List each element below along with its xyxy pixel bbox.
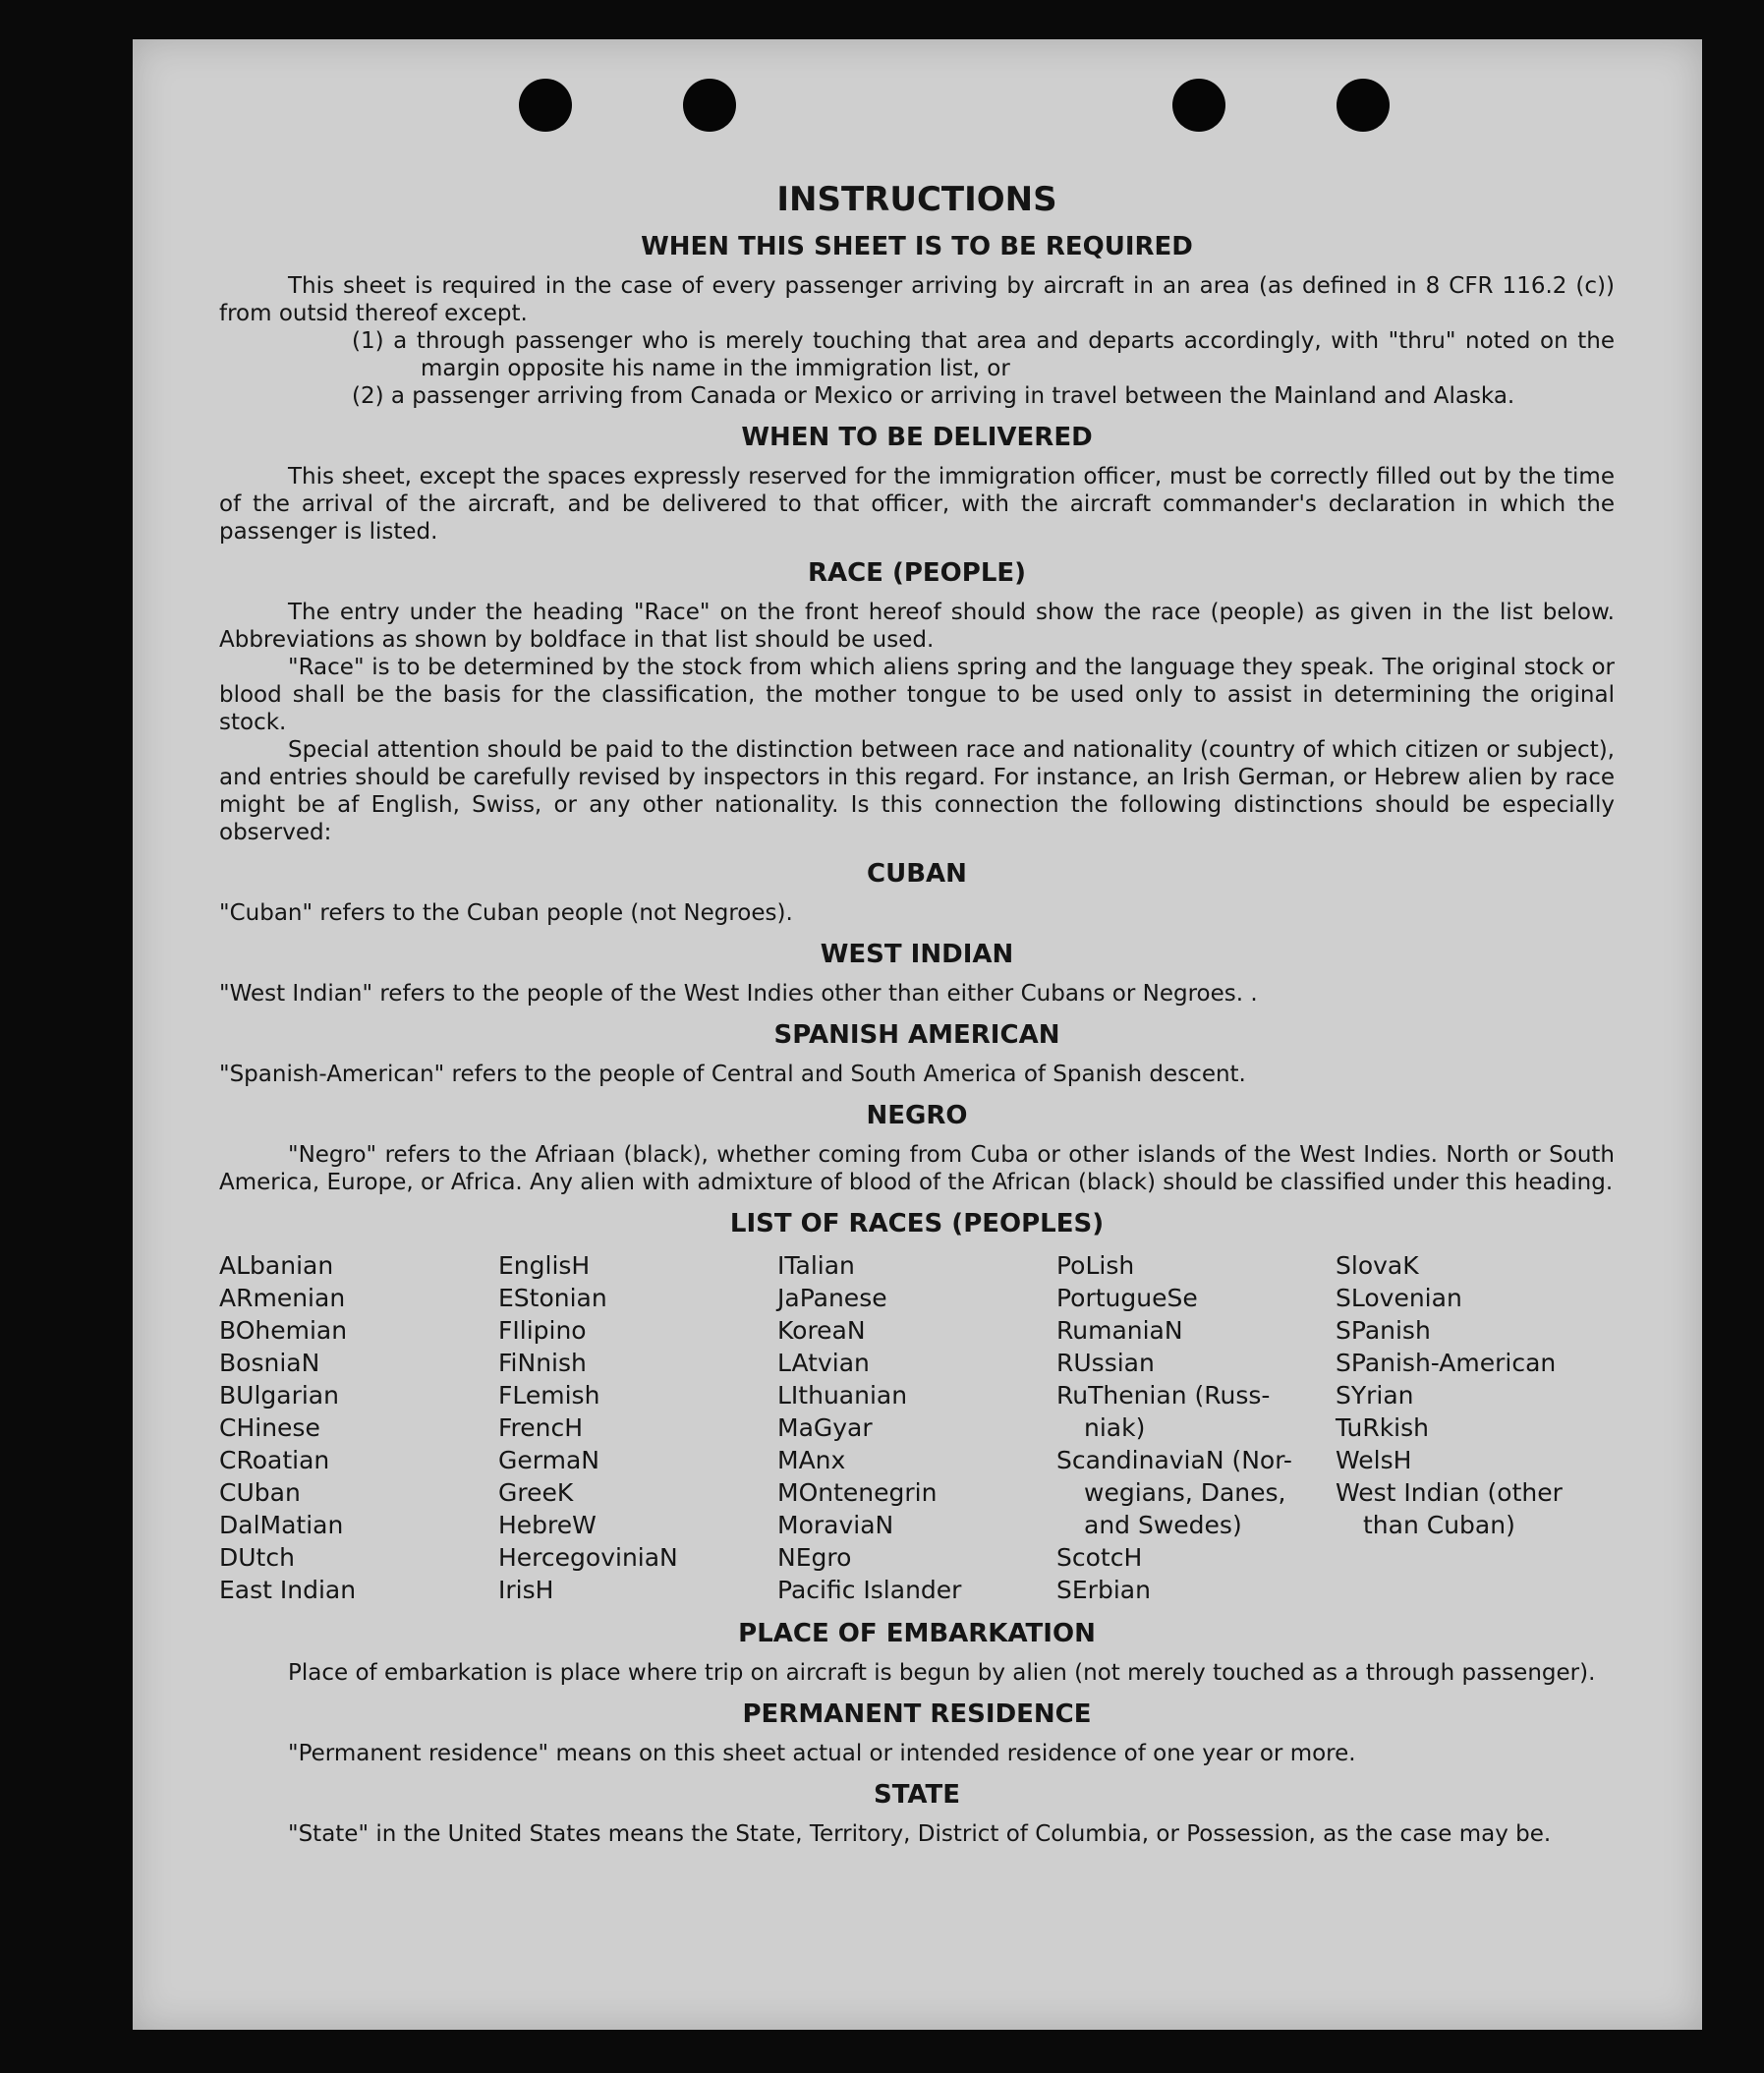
race-item: wegians, Danes, [1084,1478,1286,1507]
race-item: WelsH [1336,1446,1412,1474]
page-title: INSTRUCTIONS [776,180,1057,219]
document-body [219,141,1615,1848]
race-item: MOntenegrin [777,1478,938,1507]
race-item: IrisH [498,1576,554,1604]
race-item: SlovaK [1336,1251,1419,1280]
race-item: BUlgarian [219,1381,339,1410]
section-heading: STATE [873,1780,961,1810]
race-item: GermaN [498,1446,599,1474]
race-item: SPanish-American [1336,1349,1557,1377]
race-item: KoreaN [777,1316,866,1345]
race-item: PoLish [1056,1251,1135,1280]
section-heading: PLACE OF EMBARKATION [738,1619,1096,1648]
races-column [1056,1249,1336,1606]
race-item: and Swedes) [1084,1511,1242,1539]
race-item: MAnx [777,1446,846,1474]
document-page [133,39,1702,2030]
paragraph: "Cuban" refers to the Cuban people (not Negroes). [219,900,793,926]
race-item: ScandinaviaN (Nor- [1056,1446,1292,1474]
race-item: DUtch [219,1543,295,1572]
section-heading: SPANISH AMERICAN [773,1020,1060,1050]
paragraph: This sheet is required in the case of every passenger arriving by aircraft in an area (as defined in 8 CFR 116.2 (c)) from outsid thereof except. [219,273,1615,326]
paragraph: Place of embarkation is place where trip on aircraft is begun by alien (not merely touched as a through passenger). [288,1660,1596,1686]
punch-hole [683,79,736,132]
race-item: EStonian [498,1284,607,1312]
race-item: TuRkish [1336,1413,1429,1442]
race-item: LIthuanian [777,1381,908,1410]
section-heading: WHEN TO BE DELIVERED [741,423,1093,452]
paragraph: "State" in the United States means the State, Territory, District of Columbia, or Possession, as the case may be. [288,1821,1552,1847]
paragraph: "Permanent residence" means on this sheet actual or intended residence of one year or more. [288,1741,1356,1766]
race-item: LAtvian [777,1349,870,1377]
race-item: West Indian (other [1336,1478,1563,1507]
race-item: ITalian [777,1251,855,1280]
race-item: ALbanian [219,1251,334,1280]
race-item: RUssian [1056,1349,1155,1377]
races-column [498,1249,777,1606]
punch-hole [519,79,572,132]
races-heading: LIST OF RACES (PEOPLES) [729,1209,1105,1238]
race-item: CHinese [219,1413,320,1442]
punch-hole [1337,79,1390,132]
race-item: niak) [1084,1413,1146,1442]
paragraph: Special attention should be paid to the distinction between race and nationality (country of which citizen or subject), and entries should be carefully revised by inspectors in this regard. For instance, an Irish German, or Hebrew alien by race might be af English, Swiss, or any other nationality. Is this connection the following distinctions should be especially observed: [219,737,1615,845]
section-heading: WEST INDIAN [820,940,1014,969]
paragraph: "Spanish-American" refers to the people of Central and South America of Spanish descent. [219,1062,1246,1087]
race-item: NEgro [777,1543,852,1572]
paragraph: This sheet, except the spaces expressly reserved for the immigration officer, must be correctly filled out by the time of the arrival of the aircraft, and be delivered to that officer, with the aircraft commander's declaration in which the passenger is listed. [219,464,1615,545]
race-item: PortugueSe [1056,1284,1198,1312]
race-item: than Cuban) [1363,1511,1515,1539]
section-heading: CUBAN [867,859,967,889]
paragraph: "Negro" refers to the Afriaan (black), whether coming from Cuba or other islands of the West Indies. North or South America, Europe, or Africa. Any alien with admixture of blood of the African (black) should be classified under this heading. [219,1142,1615,1195]
race-item: East Indian [219,1576,357,1604]
race-item: FLemish [498,1381,600,1410]
race-item: RuThenian (Russ- [1056,1381,1271,1410]
race-item: HercegoviniaN [498,1543,678,1572]
races-column [777,1249,1056,1606]
section-heading: RACE (PEOPLE) [807,558,1027,588]
paragraph: The entry under the heading "Race" on the front hereof should show the race (people) as given in the list below. Abbreviations as shown by boldface in that list should be used. [219,600,1615,653]
race-item: CUban [219,1478,301,1507]
race-item: MaGyar [777,1413,873,1442]
paragraph: (1) a through passenger who is merely touching that area and departs accordingly, with "thru" noted on the margin opposite his name in the immigration list, or [352,328,1615,381]
section-heading: NEGRO [866,1101,968,1130]
race-item: ARmenian [219,1284,346,1312]
race-item: SYrian [1336,1381,1414,1410]
race-item: DalMatian [219,1511,344,1539]
race-item: GreeK [498,1478,574,1507]
race-item: FIlipino [498,1316,587,1345]
section-heading: WHEN THIS SHEET IS TO BE REQUIRED [641,232,1193,261]
race-item: MoraviaN [777,1511,894,1539]
race-item: SLovenian [1336,1284,1462,1312]
punch-hole [1172,79,1225,132]
paragraph: (2) a passenger arriving from Canada or Mexico or arriving in travel between the Mainland and Alaska. [352,383,1515,409]
paragraph: "West Indian" refers to the people of the West Indies other than either Cubans or Negroes. . [219,981,1258,1007]
race-item: RumaniaN [1056,1316,1183,1345]
race-item: SErbian [1056,1576,1151,1604]
race-item: SPanish [1336,1316,1431,1345]
race-item: FrencH [498,1413,584,1442]
race-item: EnglisH [498,1251,591,1280]
races-column [1336,1249,1615,1606]
race-item: ScotcH [1056,1543,1143,1572]
race-item: BosniaN [219,1349,320,1377]
race-item: Pacific Islander [777,1576,962,1604]
race-item: HebreW [498,1511,597,1539]
paragraph: "Race" is to be determined by the stock from which aliens spring and the language they speak. The original stock or blood shall be the basis for the classification, the mother tongue to be used only to assist in determining the original stock. [219,655,1615,735]
race-item: JaPanese [777,1284,887,1312]
race-item: BOhemian [219,1316,348,1345]
race-item: CRoatian [219,1446,330,1474]
races-column [219,1249,498,1606]
section-heading: PERMANENT RESIDENCE [742,1699,1092,1729]
races-list [219,1249,1615,1606]
race-item: FiNnish [498,1349,587,1377]
